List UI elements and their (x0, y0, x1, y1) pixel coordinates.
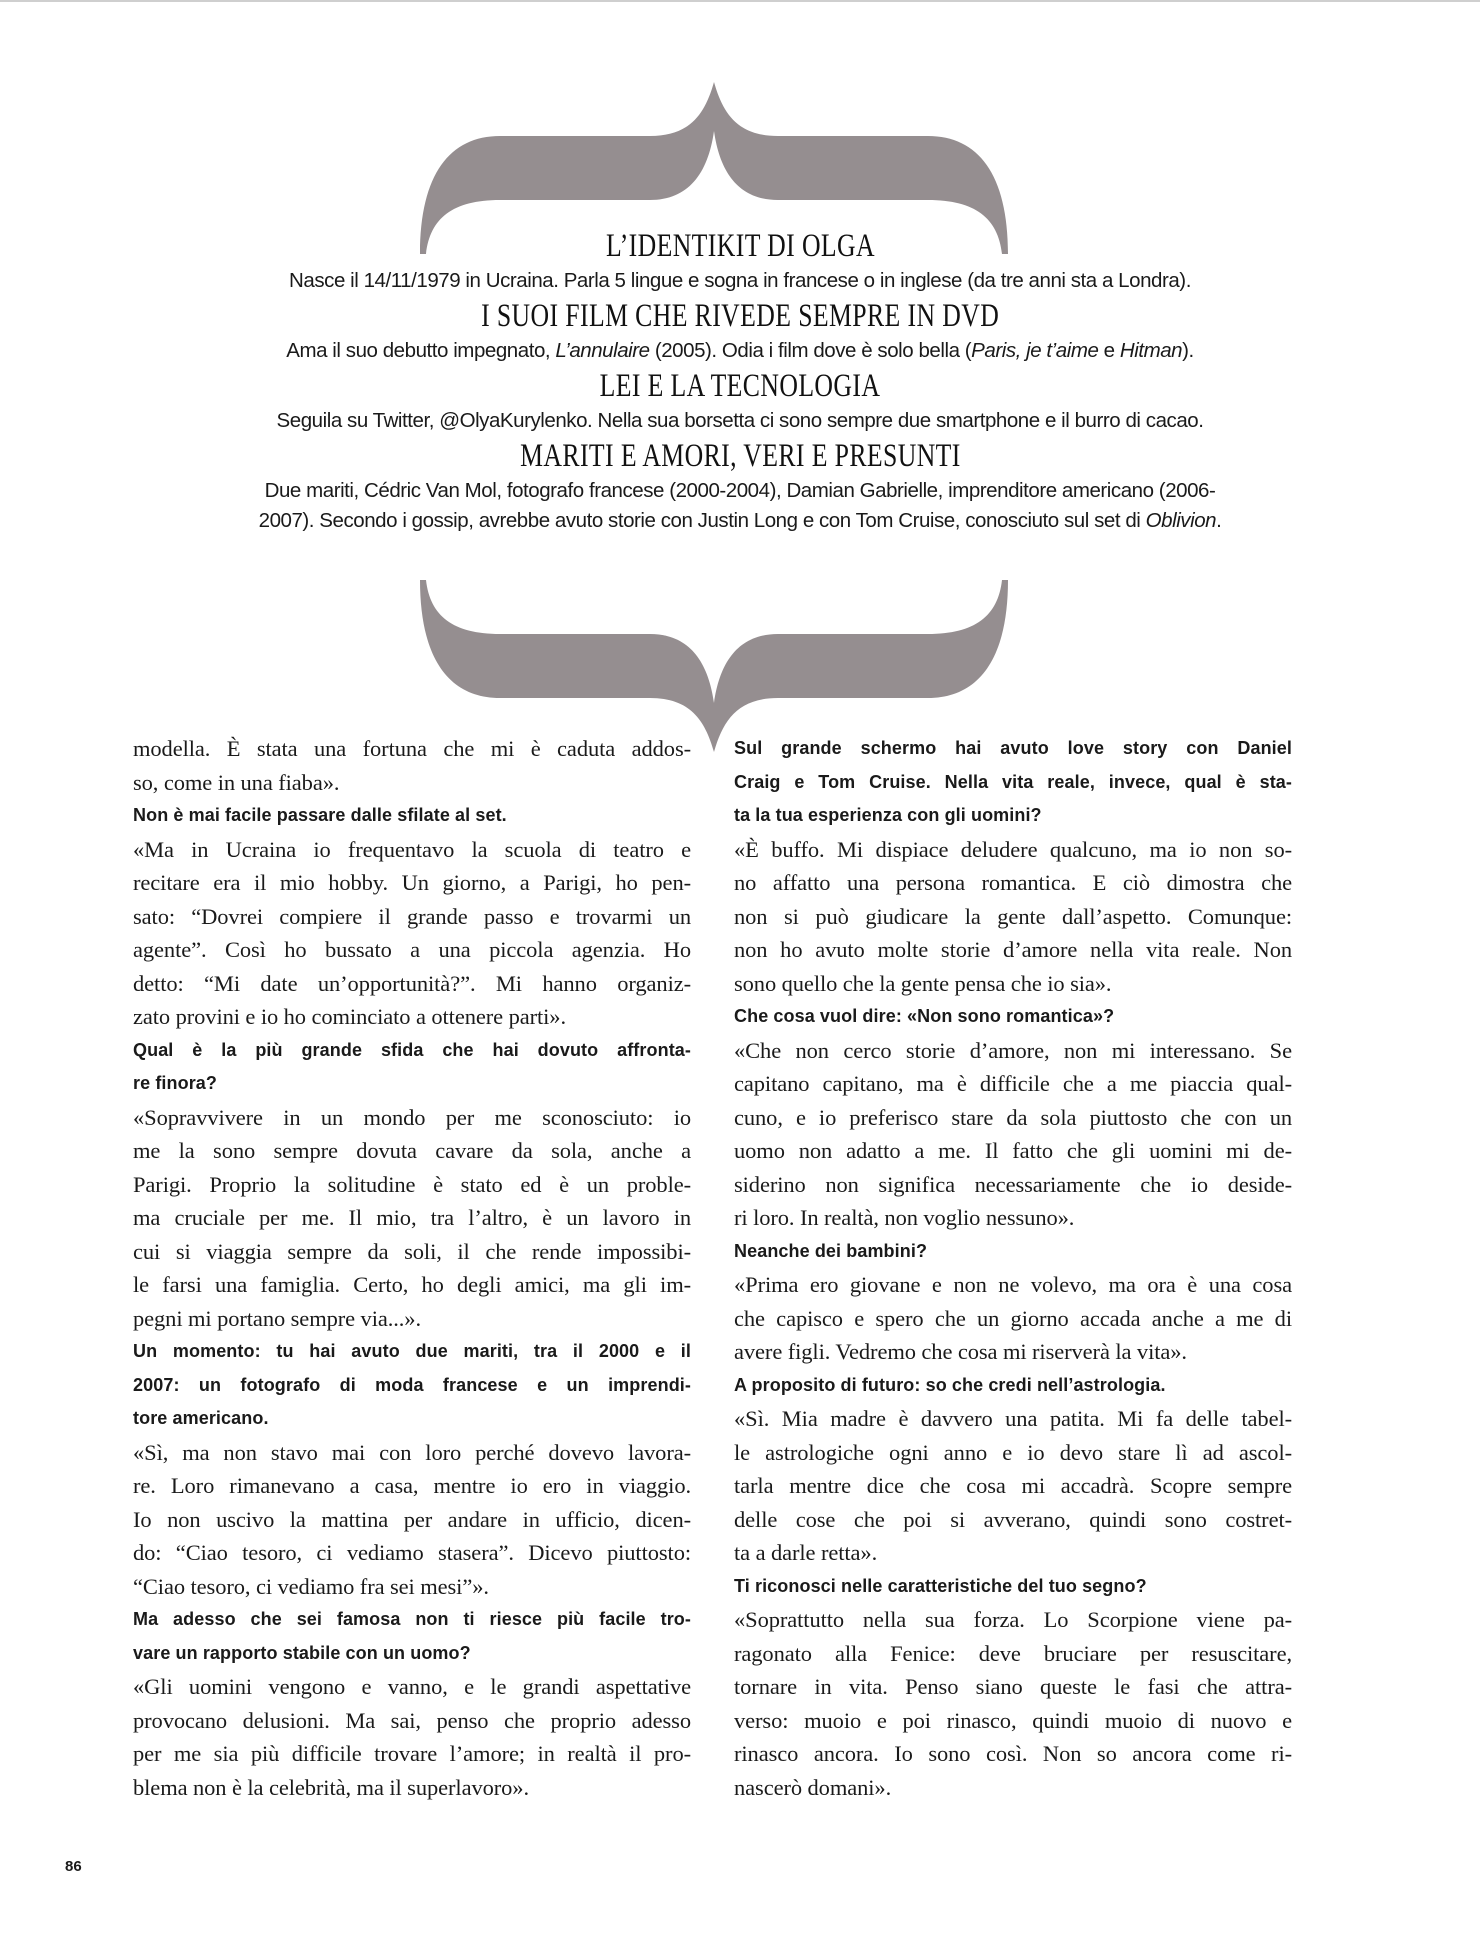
interview-question (133, 1603, 691, 1670)
text-line: tarla mentre dice che cosa mi accadrà. Scopre sempre (734, 1473, 1292, 1498)
text-line: cui si viaggia sempre da soli, il che rende impossibi- (133, 1238, 691, 1264)
text-line: siderino non significa necessariamente che io deside- (734, 1171, 1292, 1197)
text-segment: ). (1182, 339, 1194, 362)
interview-question (734, 1235, 1292, 1269)
text-line: «Gli uomini vengono e vanno, e le grandi aspettative (133, 1674, 691, 1699)
text-line: Qual è la più grande sfida che hai dovuto affronta- (133, 1039, 691, 1060)
identikit-box (100, 226, 1380, 536)
text-line: Craig e Tom Cruise. Nella vita reale, invece, qual è sta- (734, 771, 1292, 792)
interview-answer (734, 1268, 1292, 1369)
text-line: nascerò domani». (734, 1774, 892, 1800)
text-line: “Ciao tesoro, ci vediamo fra sei mesi”». (133, 1573, 489, 1599)
text-segment: Seguila su Twitter, @OlyaKurylenko. Nella sua borsetta ci sono sempre due smartphone e il burro di cacao. (276, 409, 1204, 432)
text-line: non ho avuto molte storie d’amore nella vita reale. Non (734, 937, 1292, 962)
italic-title: Oblivion (1145, 509, 1217, 532)
text-line: «Sopravvivere in un mondo per me sconosciuto: io (133, 1104, 691, 1130)
box-section-text (100, 476, 1380, 506)
text-segment: 2007). Secondo i gossip, avrebbe avuto storie con Justin Long e con Tom Cruise, conosciuto sul set di (258, 509, 1146, 532)
interview-answer (734, 1034, 1292, 1235)
box-section-text (100, 406, 1380, 436)
text-line: «Ma in Ucraina io frequentavo la scuola di teatro e (133, 836, 691, 862)
text-line: pegni mi portano sempre via...». (133, 1305, 421, 1331)
box-section-text (100, 336, 1380, 366)
interview-question (133, 1034, 691, 1101)
text-segment: (2005). Odia i film dove è solo bella ( (649, 339, 972, 362)
text-line: do: “Ciao tesoro, ci vediamo stasera”. Dicevo piuttosto: (133, 1540, 691, 1565)
text-line: le farsi una famiglia. Certo, ho degli amici, ma gli im- (133, 1272, 691, 1297)
interview-answer (133, 1670, 691, 1804)
text-line: Neanche dei bambini? (734, 1240, 928, 1261)
text-line: cuno, e io preferisco stare da sola piuttosto che con un (734, 1104, 1292, 1130)
text-line: tore americano. (133, 1408, 269, 1428)
text-line: vare un rapporto stabile con un uomo? (133, 1642, 471, 1663)
heading-text: LEI E LA TECNOLOGIA (599, 368, 881, 404)
text-line: ta la tua esperienza con gli uomini? (734, 805, 1042, 825)
text-line: per me sia più difficile trovare l’amore; in realtà il pro- (133, 1741, 691, 1766)
heading-text: I SUOI FILM CHE RIVEDE SEMPRE IN DVD (480, 298, 1000, 334)
text-line: recitare era il mio hobby. Un giorno, a Parigi, ho pen- (133, 870, 691, 895)
text-line: che capisco e spero che un giorno accada anche a me di (734, 1305, 1292, 1331)
box-section-heading (100, 226, 1380, 266)
text-line: re finora? (133, 1073, 218, 1093)
interview-question (734, 732, 1292, 833)
interview-answer (133, 1101, 691, 1336)
interview-question (133, 1335, 691, 1436)
text-segment: Ama il suo debutto impegnato, (286, 339, 556, 362)
heading-text: MARITI E AMORI, VERI E PRESUNTI (519, 438, 961, 474)
text-line: «Che non cerco storie d’amore, non mi interessano. Se (734, 1037, 1292, 1063)
box-section-heading (100, 436, 1380, 476)
text-line: blema non è la celebrità, ma il superlavoro». (133, 1774, 529, 1800)
text-line: zato provini e io ho cominciato a ottenere parti». (133, 1004, 566, 1029)
text-line: delle cose che poi si avverano, quindi sono costret- (734, 1506, 1292, 1532)
text-line: «È buffo. Mi dispiace deludere qualcuno, ma io non so- (734, 836, 1292, 862)
text-line: modella. È stata una fortuna che mi è caduta addos- (133, 736, 691, 761)
interview-question (734, 1369, 1292, 1403)
text-segment: Due mariti, Cédric Van Mol, fotografo francese (2000-2004), Damian Gabrielle, imprenditore americano (2006- (264, 479, 1216, 502)
interview-question (133, 799, 691, 833)
text-line: avere figli. Vedremo che cosa mi riserverà la vita». (734, 1339, 1187, 1364)
italic-title: L’annulaire (555, 339, 650, 362)
text-line: detto: “Mi date un’opportunità?”. Mi hanno organiz- (133, 970, 691, 996)
text-line: Ti riconosci nelle caratteristiche del tuo segno? (734, 1575, 1147, 1596)
text-line: no affatto una persona romantica. E ciò dimostra che (734, 870, 1292, 895)
text-line: Sul grande schermo hai avuto love story con Daniel (734, 738, 1292, 758)
text-line: ta a darle retta». (734, 1540, 878, 1565)
page-number: 86 (65, 1858, 82, 1875)
box-section-text (100, 506, 1380, 536)
text-line: so, come in una fiaba». (133, 769, 340, 795)
text-line: provocano delusioni. Ma sai, penso che proprio adesso (133, 1707, 691, 1733)
interview-answer (734, 1402, 1292, 1570)
text-line: Ma adesso che sei famosa non ti riesce più facile tro- (133, 1609, 691, 1629)
italic-title: Hitman (1119, 339, 1183, 362)
text-line: Non è mai facile passare dalle sfilate al set. (133, 805, 507, 825)
text-line: uomo non adatto a me. Il fatto che gli uomini mi de- (734, 1138, 1292, 1163)
text-line: agente”. Così ho bussato a una piccola agenzia. Ho (133, 937, 691, 962)
text-line: ma cruciale per me. Il mio, tra l’altro, è un lavoro in (133, 1205, 691, 1230)
box-section-text (100, 266, 1380, 296)
text-line: capitano capitano, ma è difficile che a me piaccia qual- (734, 1071, 1292, 1096)
article-column-left (133, 732, 691, 1804)
text-line: Un momento: tu hai avuto due mariti, tra il 2000 e il (133, 1341, 691, 1361)
italic-title: Paris, je t’aime (971, 339, 1099, 362)
text-line: A proposito di futuro: so che credi nell’astrologia. (734, 1374, 1166, 1395)
text-line: ri loro. In realtà, non voglio nessuno». (734, 1205, 1075, 1230)
text-line: Che cosa vuol dire: «Non sono romantica»? (734, 1006, 1115, 1026)
text-line: re. Loro rimanevano a casa, mentre io ero in viaggio. (133, 1473, 691, 1498)
box-section-heading (100, 366, 1380, 406)
heading-text: L’IDENTIKIT DI OLGA (605, 228, 875, 264)
text-line: «Sì, ma non stavo mai con loro perché dovevo lavora- (133, 1439, 691, 1465)
interview-answer (133, 833, 691, 1034)
text-segment: . (1216, 509, 1222, 532)
interview-answer (133, 732, 691, 799)
interview-answer (133, 1436, 691, 1604)
text-segment: e (1098, 339, 1120, 362)
text-line: sono quello che la gente pensa che io sia». (734, 970, 1112, 996)
interview-question (734, 1000, 1292, 1034)
text-line: rinasco ancora. Io sono così. Non so ancora come ri- (734, 1741, 1292, 1766)
text-line: Io non uscivo la mattina per andare in ufficio, dicen- (133, 1506, 691, 1532)
text-line: verso: muoio e poi rinasco, quindi muoio di nuovo e (734, 1707, 1292, 1733)
text-line: me la sono sempre dovuta cavare da sola, anche a (133, 1138, 691, 1163)
text-line: tornare in vita. Penso siano queste le fasi che attra- (734, 1674, 1292, 1699)
text-line: «Prima ero giovane e non ne volevo, ma ora è una cosa (734, 1272, 1292, 1297)
interview-answer (734, 1603, 1292, 1804)
text-line: ragonato alla Fenice: deve bruciare per resuscitare, (734, 1640, 1292, 1666)
text-line: Parigi. Proprio la solitudine è stato ed è un proble- (133, 1171, 691, 1197)
text-segment: Nasce il 14/11/1979 in Ucraina. Parla 5 lingue e sogna in francese o in inglese (da tre anni sta a Londra). (289, 269, 1191, 292)
text-line: 2007: un fotografo di moda francese e un imprendi- (133, 1374, 691, 1395)
text-line: «Sì. Mia madre è davvero una patita. Mi fa delle tabel- (734, 1406, 1292, 1431)
box-section-heading (100, 296, 1380, 336)
text-line: le astrologiche ogni anno e io devo stare lì ad ascol- (734, 1439, 1292, 1465)
article-column-right (734, 732, 1292, 1804)
interview-question (734, 1570, 1292, 1604)
text-line: non si può giudicare la gente dall’aspetto. Comunque: (734, 903, 1292, 929)
page-top-border (0, 0, 1480, 2)
interview-answer (734, 833, 1292, 1001)
text-line: «Soprattutto nella sua forza. Lo Scorpione viene pa- (734, 1607, 1292, 1632)
text-line: sato: “Dovrei compiere il grande passo e trovarmi un (133, 903, 691, 929)
curly-brace-bottom-ornament (420, 580, 1008, 752)
